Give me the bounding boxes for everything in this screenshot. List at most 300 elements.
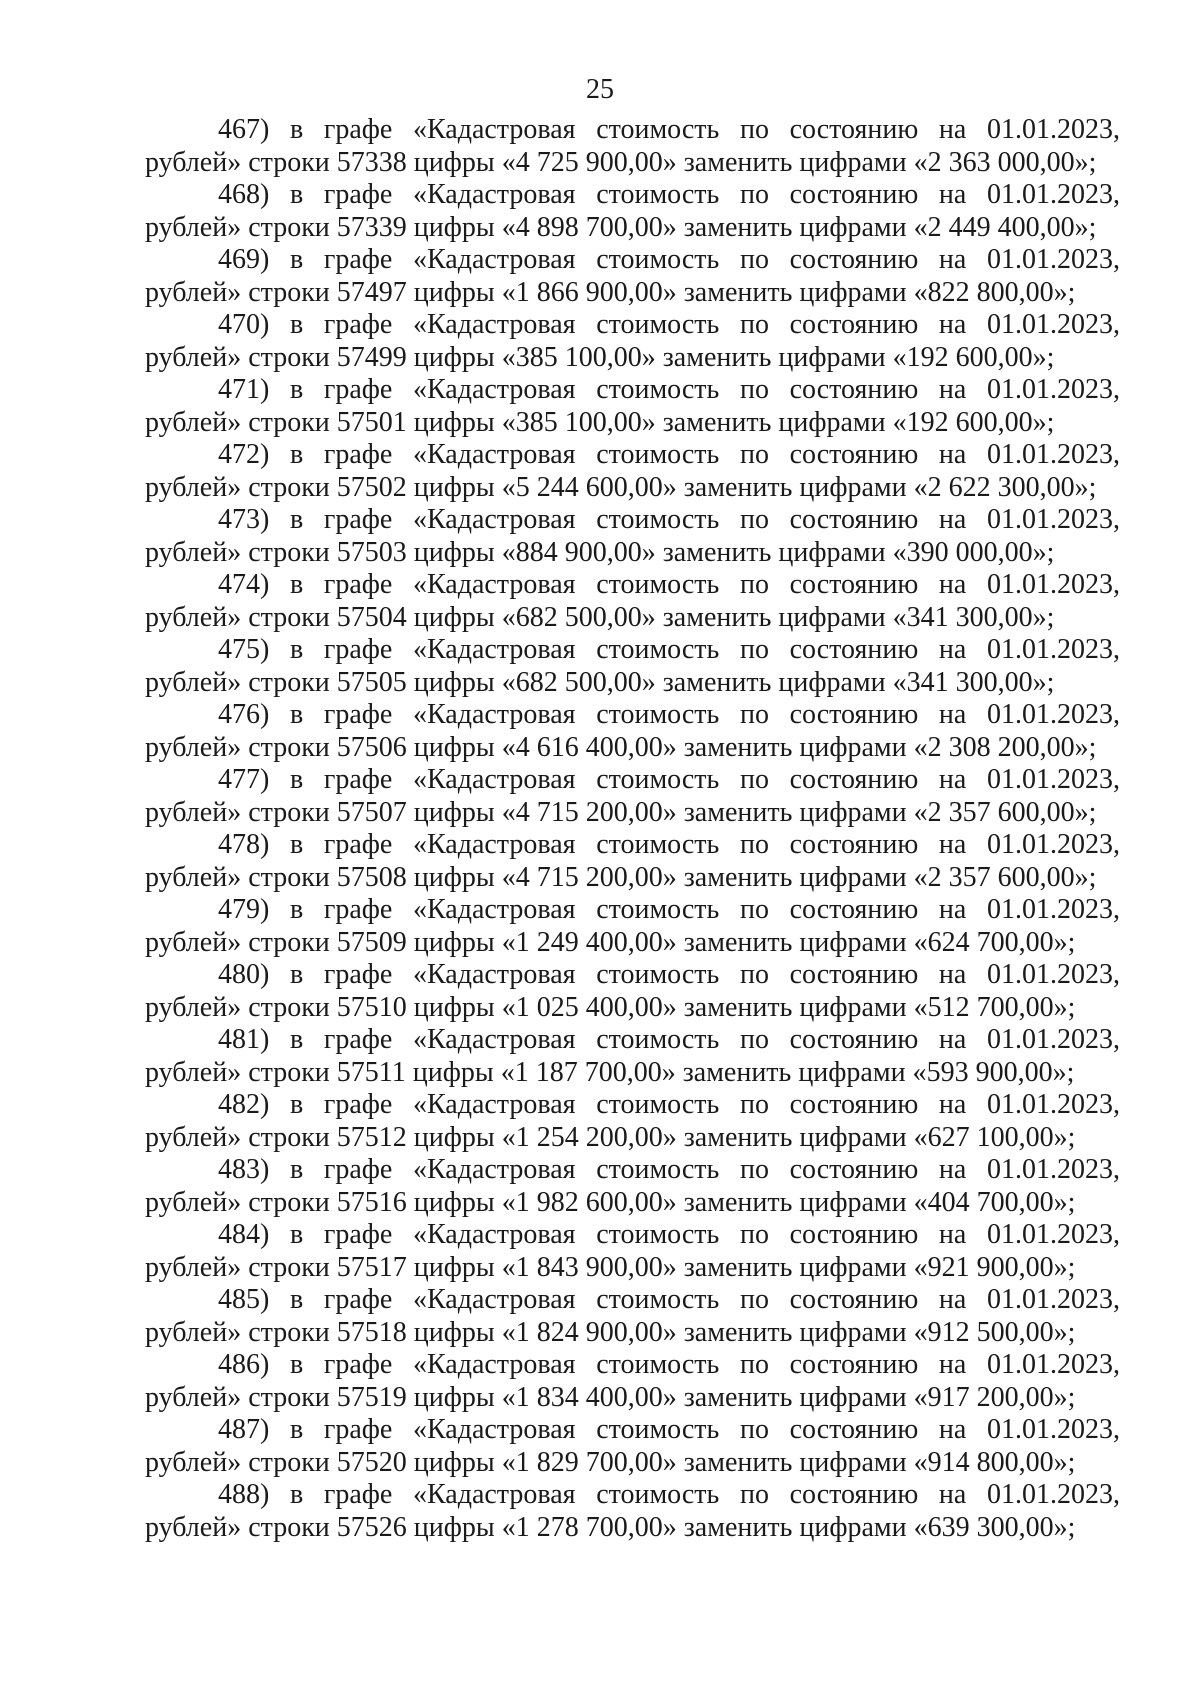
old-value: 682 500,00 (515, 601, 642, 633)
new-value: 512 700,00 (927, 991, 1054, 1023)
text-word: «Кадастровая (412, 894, 576, 925)
text-fragment: цифры « (406, 471, 516, 503)
text-word: в (289, 1089, 304, 1120)
text-word: графе (323, 894, 393, 925)
text-word: «Кадастровая (412, 309, 576, 340)
text-fragment: цифры « (406, 1186, 516, 1218)
text-word: в (289, 374, 304, 405)
new-value: 192 600,00 (906, 406, 1033, 438)
text-word: по (739, 1089, 769, 1120)
text-word: состоянию (789, 244, 919, 275)
text-word: 01.01.2023, (986, 1284, 1120, 1315)
text-fragment: »; (1053, 1186, 1076, 1218)
text-word: на (938, 959, 967, 990)
text-word: стоимость (596, 1479, 720, 1510)
text-word: состоянию (789, 569, 919, 600)
old-value: 1 824 900,00 (515, 1316, 663, 1348)
new-value: 639 300,00 (927, 1511, 1054, 1543)
text-word: на (938, 114, 967, 145)
text-fragment: цифры « (406, 1316, 516, 1348)
text-word: на (938, 829, 967, 860)
amendment-line-1 (145, 1024, 1120, 1057)
text-fragment: » заменить цифрами « (662, 1381, 928, 1413)
text-word: «Кадастровая (412, 114, 576, 145)
text-fragment: »; (1074, 861, 1097, 893)
text-fragment: » заменить цифрами « (641, 406, 907, 438)
new-value: 390 000,00 (906, 536, 1033, 568)
text-word: на (938, 439, 967, 470)
text-word: по (739, 309, 769, 340)
text-fragment: »; (1074, 146, 1097, 178)
text-fragment: » заменить цифрами « (662, 1186, 928, 1218)
amendment-line-2 (145, 1057, 1120, 1090)
text-fragment: цифры « (406, 406, 516, 438)
item-number: 485) (218, 1284, 270, 1315)
text-word: на (938, 569, 967, 600)
text-word: 01.01.2023, (986, 959, 1120, 990)
old-value: 4 616 400,00 (515, 731, 663, 763)
item-number: 471) (218, 374, 270, 405)
text-word: по (739, 829, 769, 860)
text-word: графе (323, 309, 393, 340)
amendment-line-1 (145, 829, 1120, 862)
item-number: 477) (218, 764, 270, 795)
text-word: 01.01.2023, (986, 1219, 1120, 1250)
item-number: 481) (218, 1024, 270, 1055)
text-word: 01.01.2023, (986, 1349, 1120, 1380)
text-word: стоимость (596, 179, 720, 210)
text-fragment: рублей» строки (145, 1251, 337, 1283)
text-fragment: » заменить цифрами « (662, 211, 928, 243)
text-fragment: »; (1053, 1121, 1076, 1153)
text-word: в (289, 1284, 304, 1315)
new-value: 341 300,00 (906, 666, 1033, 698)
text-word: на (938, 504, 967, 535)
text-word: «Кадастровая (412, 569, 576, 600)
text-fragment: рублей» строки (145, 146, 337, 178)
new-value: 2 363 000,00 (927, 146, 1075, 178)
text-word: стоимость (596, 504, 720, 535)
text-fragment: » заменить цифрами « (662, 276, 928, 308)
text-word: по (739, 699, 769, 730)
text-fragment: цифры « (406, 1511, 516, 1543)
text-fragment: »; (1053, 1316, 1076, 1348)
row-number: 57520 (336, 1446, 407, 1478)
text-word: «Кадастровая (412, 829, 576, 860)
row-number: 57499 (336, 341, 407, 373)
old-value: 385 100,00 (515, 406, 642, 438)
text-word: «Кадастровая (412, 1414, 576, 1445)
text-word: состоянию (789, 1479, 919, 1510)
amendment-line-2 (145, 212, 1120, 245)
text-word: по (739, 439, 769, 470)
text-word: стоимость (596, 959, 720, 990)
old-value: 682 500,00 (515, 666, 642, 698)
text-word: в (289, 829, 304, 860)
new-value: 912 500,00 (927, 1316, 1054, 1348)
amendment-item (145, 1284, 1120, 1349)
text-fragment: » заменить цифрами « (661, 1056, 927, 1088)
text-word: на (938, 699, 967, 730)
new-value: 593 900,00 (926, 1056, 1053, 1088)
text-word: в (289, 764, 304, 795)
text-word: на (938, 1089, 967, 1120)
text-fragment: рублей» строки (145, 926, 337, 958)
text-fragment: »; (1032, 406, 1055, 438)
text-fragment: »; (1053, 1381, 1076, 1413)
amendment-item (145, 894, 1120, 959)
text-word: стоимость (596, 1219, 720, 1250)
text-word: графе (323, 504, 393, 535)
text-fragment: рублей» строки (145, 991, 337, 1023)
text-fragment: »; (1053, 926, 1076, 958)
new-value: 341 300,00 (906, 601, 1033, 633)
old-value: 1 249 400,00 (515, 926, 663, 958)
new-value: 2 308 200,00 (927, 731, 1075, 763)
row-number: 57503 (336, 536, 407, 568)
text-word: состоянию (789, 114, 919, 145)
text-word: состоянию (789, 179, 919, 210)
amendment-item (145, 1219, 1120, 1284)
new-value: 624 700,00 (927, 926, 1054, 958)
text-fragment: цифры « (406, 146, 516, 178)
old-value: 1 834 400,00 (515, 1381, 663, 1413)
text-word: графе (323, 1414, 393, 1445)
text-word: состоянию (789, 699, 919, 730)
text-word: 01.01.2023, (986, 1154, 1120, 1185)
text-word: 01.01.2023, (986, 179, 1120, 210)
text-word: стоимость (596, 1284, 720, 1315)
text-word: «Кадастровая (412, 439, 576, 470)
text-word: на (938, 1349, 967, 1380)
text-word: стоимость (596, 374, 720, 405)
new-value: 404 700,00 (927, 1186, 1054, 1218)
text-word: на (938, 1479, 967, 1510)
new-value: 914 800,00 (927, 1446, 1054, 1478)
text-fragment: » заменить цифрами « (641, 601, 907, 633)
text-fragment: » заменить цифрами « (662, 146, 928, 178)
text-word: на (938, 1154, 967, 1185)
text-word: «Кадастровая (412, 374, 576, 405)
amendment-item (145, 1349, 1120, 1414)
amendment-line-1 (145, 1284, 1120, 1317)
row-number: 57512 (336, 1121, 407, 1153)
row-number: 57511 (336, 1056, 406, 1088)
text-fragment: »; (1032, 536, 1055, 568)
amendment-line-1 (145, 1089, 1120, 1122)
text-fragment: » заменить цифрами « (662, 1316, 928, 1348)
text-fragment: рублей» строки (145, 536, 337, 568)
text-word: стоимость (596, 114, 720, 145)
text-fragment: рублей» строки (145, 1121, 337, 1153)
amendment-line-1 (145, 1154, 1120, 1187)
amendment-line-2 (145, 1187, 1120, 1220)
text-word: «Кадастровая (412, 1349, 576, 1380)
item-number: 488) (218, 1479, 270, 1510)
text-word: по (739, 894, 769, 925)
text-word: «Кадастровая (412, 1024, 576, 1055)
text-word: в (289, 504, 304, 535)
row-number: 57516 (336, 1186, 407, 1218)
amendment-line-1 (145, 894, 1120, 927)
row-number: 57507 (336, 796, 407, 828)
text-fragment: » заменить цифрами « (662, 926, 928, 958)
amendment-line-2 (145, 407, 1120, 440)
text-word: по (739, 1024, 769, 1055)
row-number: 57497 (336, 276, 407, 308)
text-fragment: рублей» строки (145, 211, 337, 243)
amendment-line-2 (145, 992, 1120, 1025)
text-word: графе (323, 1479, 393, 1510)
text-fragment: цифры « (406, 926, 516, 958)
text-word: стоимость (596, 1414, 720, 1445)
text-word: в (289, 569, 304, 600)
text-fragment: цифры « (406, 1121, 516, 1153)
text-word: на (938, 179, 967, 210)
text-fragment: рублей» строки (145, 666, 337, 698)
row-number: 57518 (336, 1316, 407, 1348)
text-fragment: рублей» строки (145, 471, 337, 503)
amendment-line-1 (145, 699, 1120, 732)
text-fragment: »; (1074, 211, 1097, 243)
text-word: состоянию (789, 1089, 919, 1120)
amendment-line-1 (145, 179, 1120, 212)
text-word: по (739, 634, 769, 665)
text-word: графе (323, 764, 393, 795)
amendment-item (145, 1089, 1120, 1154)
text-word: стоимость (596, 699, 720, 730)
text-word: состоянию (789, 1219, 919, 1250)
row-number: 57505 (336, 666, 407, 698)
item-number: 484) (218, 1219, 270, 1250)
text-word: 01.01.2023, (986, 1414, 1120, 1445)
new-value: 921 900,00 (927, 1251, 1054, 1283)
page-number: 25 (586, 74, 614, 105)
amendment-item (145, 699, 1120, 764)
new-value: 2 622 300,00 (927, 471, 1075, 503)
text-fragment: рублей» строки (145, 1381, 337, 1413)
item-number: 487) (218, 1414, 270, 1445)
text-word: 01.01.2023, (986, 309, 1120, 340)
text-word: графе (323, 959, 393, 990)
amendment-line-1 (145, 439, 1120, 472)
row-number: 57504 (336, 601, 407, 633)
amendment-line-1 (145, 569, 1120, 602)
item-number: 473) (218, 504, 270, 535)
text-fragment: »; (1052, 1056, 1075, 1088)
text-fragment: цифры « (406, 731, 516, 763)
text-fragment: » заменить цифрами « (662, 1511, 928, 1543)
amendment-line-2 (145, 732, 1120, 765)
text-word: стоимость (596, 569, 720, 600)
text-fragment: цифры « (405, 1056, 515, 1088)
text-fragment: » заменить цифрами « (662, 1121, 928, 1153)
text-word: 01.01.2023, (986, 569, 1120, 600)
amendment-line-1 (145, 309, 1120, 342)
text-word: по (739, 1349, 769, 1380)
amendment-line-2 (145, 472, 1120, 505)
text-fragment: »; (1053, 1511, 1076, 1543)
text-word: в (289, 634, 304, 665)
text-word: состоянию (789, 439, 919, 470)
text-word: по (739, 1479, 769, 1510)
text-word: стоимость (596, 439, 720, 470)
text-word: стоимость (596, 309, 720, 340)
text-word: по (739, 114, 769, 145)
amendment-item (145, 309, 1120, 374)
text-word: на (938, 1284, 967, 1315)
text-word: 01.01.2023, (986, 504, 1120, 535)
text-word: 01.01.2023, (986, 634, 1120, 665)
amendment-line-1 (145, 114, 1120, 147)
amendment-line-1 (145, 1219, 1120, 1252)
text-fragment: цифры « (406, 861, 516, 893)
item-number: 483) (218, 1154, 270, 1185)
old-value: 1 843 900,00 (515, 1251, 663, 1283)
text-word: на (938, 1219, 967, 1250)
text-word: по (739, 1414, 769, 1445)
amendment-item (145, 179, 1120, 244)
text-word: по (739, 959, 769, 990)
text-word: графе (323, 569, 393, 600)
text-fragment: »; (1053, 1446, 1076, 1478)
text-word: «Кадастровая (412, 1479, 576, 1510)
text-word: в (289, 699, 304, 730)
text-word: графе (323, 829, 393, 860)
text-word: стоимость (596, 1024, 720, 1055)
text-word: стоимость (596, 244, 720, 275)
amendment-line-1 (145, 764, 1120, 797)
text-word: графе (323, 634, 393, 665)
amendment-line-2 (145, 862, 1120, 895)
amendment-item (145, 439, 1120, 504)
text-word: графе (323, 439, 393, 470)
text-word: в (289, 179, 304, 210)
old-value: 1 278 700,00 (515, 1511, 663, 1543)
text-fragment: цифры « (406, 276, 516, 308)
text-word: по (739, 504, 769, 535)
amendment-line-2 (145, 1317, 1120, 1350)
text-word: 01.01.2023, (986, 374, 1120, 405)
text-fragment: рублей» строки (145, 1056, 337, 1088)
text-fragment: »; (1032, 601, 1055, 633)
text-fragment: рублей» строки (145, 1316, 337, 1348)
text-fragment: » заменить цифрами « (641, 341, 907, 373)
text-fragment: » заменить цифрами « (662, 1251, 928, 1283)
text-word: «Кадастровая (412, 764, 576, 795)
new-value: 2 357 600,00 (927, 796, 1075, 828)
text-fragment: цифры « (406, 666, 516, 698)
text-word: на (938, 894, 967, 925)
amendment-line-1 (145, 504, 1120, 537)
text-fragment: рублей» строки (145, 341, 337, 373)
old-value: 1 025 400,00 (515, 991, 663, 1023)
row-number: 57506 (336, 731, 407, 763)
text-word: по (739, 244, 769, 275)
text-word: состоянию (789, 894, 919, 925)
text-word: состоянию (789, 829, 919, 860)
text-word: по (739, 1219, 769, 1250)
row-number: 57338 (336, 146, 407, 178)
text-word: состоянию (789, 1024, 919, 1055)
text-word: «Кадастровая (412, 1284, 576, 1315)
text-word: графе (323, 1089, 393, 1120)
text-word: графе (323, 699, 393, 730)
item-number: 482) (218, 1089, 270, 1120)
text-fragment: рублей» строки (145, 601, 337, 633)
text-word: графе (323, 374, 393, 405)
text-fragment: » заменить цифрами « (641, 666, 907, 698)
text-word: графе (323, 179, 393, 210)
amendment-line-2 (145, 1252, 1120, 1285)
new-value: 822 800,00 (927, 276, 1054, 308)
text-word: по (739, 374, 769, 405)
amendment-line-2 (145, 927, 1120, 960)
row-number: 57519 (336, 1381, 407, 1413)
item-number: 475) (218, 634, 270, 665)
old-value: 1 982 600,00 (515, 1186, 663, 1218)
amendment-line-2 (145, 277, 1120, 310)
row-number: 57501 (336, 406, 407, 438)
text-word: на (938, 374, 967, 405)
row-number: 57339 (336, 211, 407, 243)
text-word: «Кадастровая (412, 1154, 576, 1185)
text-fragment: цифры « (406, 536, 516, 568)
item-number: 470) (218, 309, 270, 340)
row-number: 57502 (336, 471, 407, 503)
text-word: в (289, 309, 304, 340)
amendment-line-1 (145, 244, 1120, 277)
text-word: 01.01.2023, (986, 439, 1120, 470)
text-fragment: »; (1053, 1251, 1076, 1283)
text-word: по (739, 569, 769, 600)
item-number: 467) (218, 114, 270, 145)
text-word: состоянию (789, 1154, 919, 1185)
old-value: 884 900,00 (515, 536, 642, 568)
amendment-item (145, 1414, 1120, 1479)
text-word: состоянию (789, 504, 919, 535)
amendment-item (145, 569, 1120, 634)
text-word: в (289, 1414, 304, 1445)
text-fragment: цифры « (406, 1381, 516, 1413)
text-fragment: » заменить цифрами « (641, 536, 907, 568)
amendment-list (145, 114, 1120, 1544)
text-word: графе (323, 114, 393, 145)
amendment-line-1 (145, 1479, 1120, 1512)
amendment-line-2 (145, 1122, 1120, 1155)
amendment-item (145, 374, 1120, 439)
new-value: 192 600,00 (906, 341, 1033, 373)
item-number: 486) (218, 1349, 270, 1380)
text-word: в (289, 114, 304, 145)
amendment-line-2 (145, 1382, 1120, 1415)
text-fragment: рублей» строки (145, 731, 337, 763)
item-number: 476) (218, 699, 270, 730)
amendment-line-2 (145, 602, 1120, 635)
amendment-line-2 (145, 537, 1120, 570)
text-word: состоянию (789, 1349, 919, 1380)
text-word: по (739, 179, 769, 210)
text-word: состоянию (789, 309, 919, 340)
old-value: 1 829 700,00 (515, 1446, 663, 1478)
text-word: в (289, 1479, 304, 1510)
text-word: состоянию (789, 374, 919, 405)
text-word: стоимость (596, 1089, 720, 1120)
text-word: состоянию (789, 634, 919, 665)
new-value: 627 100,00 (927, 1121, 1054, 1153)
row-number: 57526 (336, 1511, 407, 1543)
text-word: графе (323, 1284, 393, 1315)
